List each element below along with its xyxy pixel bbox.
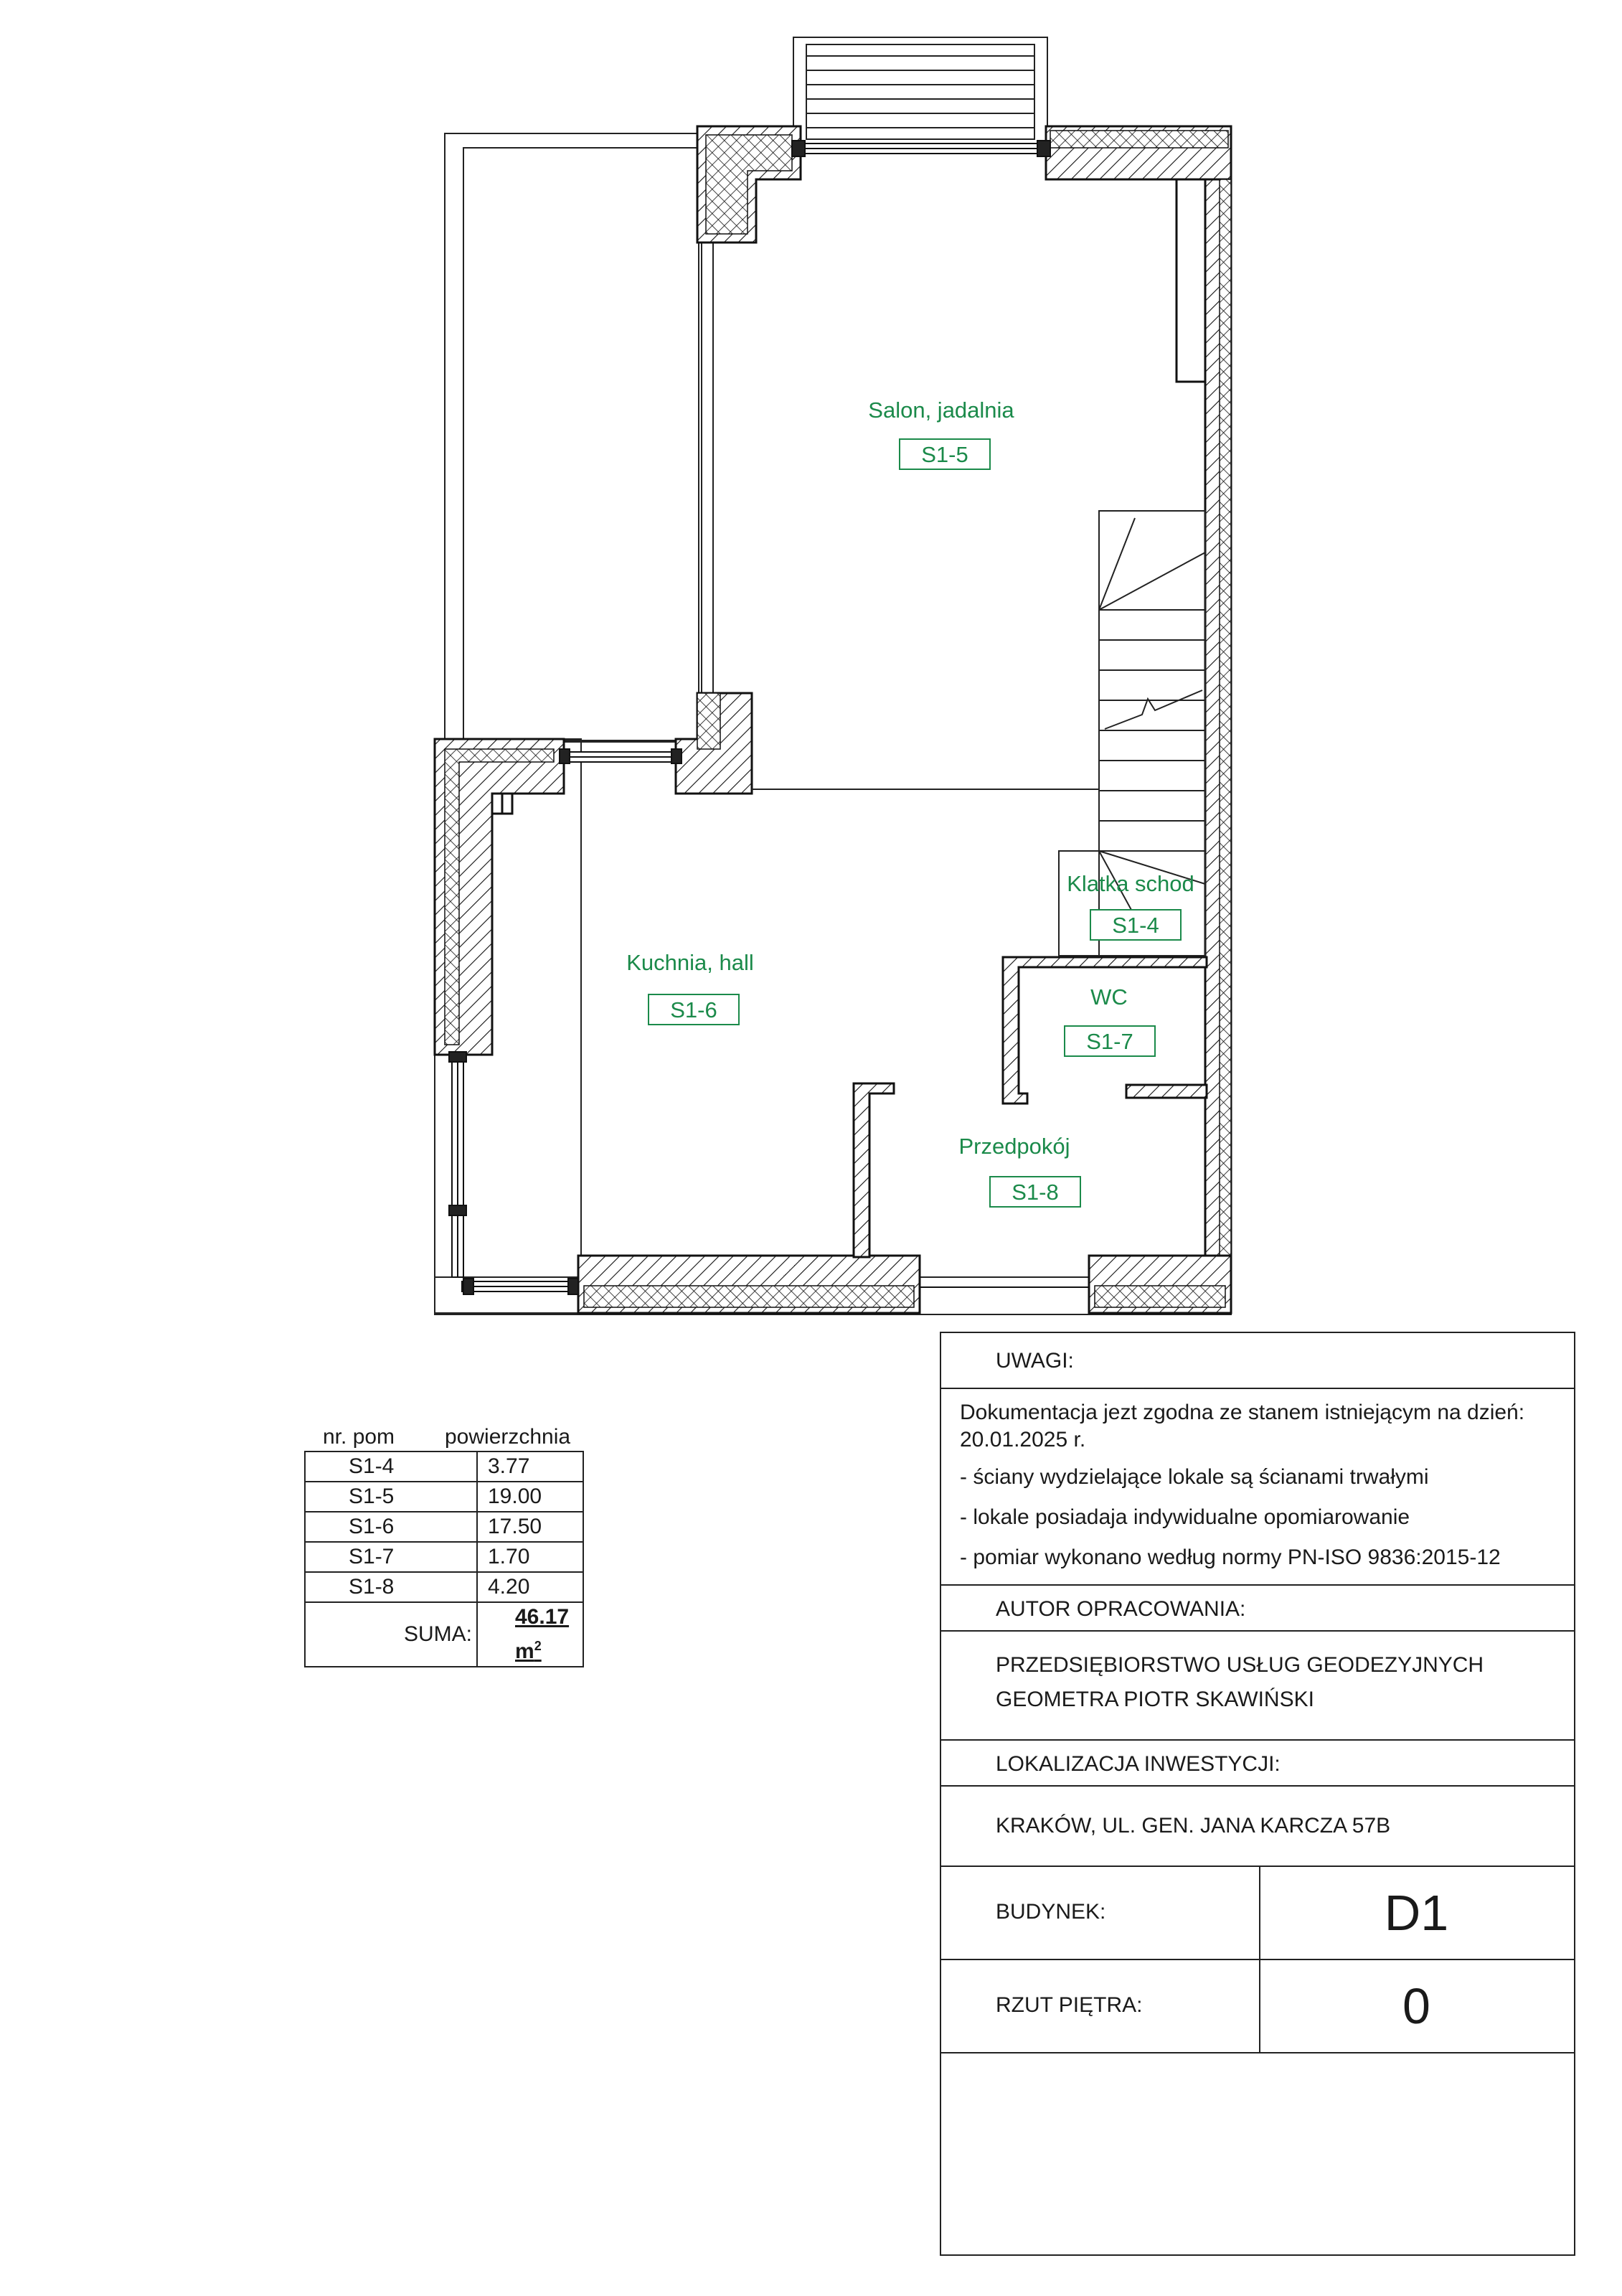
room-name: Przedpokój (958, 1134, 1070, 1159)
sum-value-cell (477, 1602, 583, 1667)
room-salon (868, 397, 1014, 469)
table-row (305, 1482, 583, 1512)
notes-header-row (941, 1333, 1574, 1389)
room-kuchnia (626, 950, 754, 1025)
sum-unit-sup: 2 (534, 1639, 542, 1653)
building-row (941, 1867, 1574, 1960)
area-table (304, 1422, 584, 1667)
author-header-row (941, 1586, 1574, 1632)
author-line: PRZEDSIĘBIORSTWO USŁUG GEODEZYJNYCH (996, 1653, 1484, 1677)
notes-bullet: - lokale posiadaja indywidualne opomiarowanie (960, 1505, 1410, 1529)
notes-body (941, 1389, 1574, 1586)
location-body (941, 1787, 1574, 1867)
author-body (941, 1632, 1574, 1741)
room-cell: S1-7 (305, 1542, 477, 1572)
floor-label: RZUT PIĘTRA: (996, 1993, 1143, 2017)
area-table-header-room: nr. pom (323, 1425, 395, 1449)
room-przedpokoj (958, 1134, 1080, 1207)
room-code: S1-6 (670, 997, 717, 1022)
room-code: S1-4 (1112, 913, 1159, 938)
area-cell: 4.20 (477, 1572, 583, 1602)
table-row (305, 1512, 583, 1542)
notes-bullet: - pomiar wykonano według normy PN-ISO 9836:2015-12 (960, 1545, 1501, 1569)
building-label: BUDYNEK: (996, 1900, 1106, 1924)
building-value: D1 (1384, 1885, 1449, 1941)
table-row (305, 1572, 583, 1602)
notes-bullet: - ściany wydzielające lokale są ścianami trwałymi (960, 1465, 1429, 1489)
room-name: Klatka schod (1067, 871, 1194, 896)
floor-row (941, 1960, 1574, 2053)
notes-header: UWAGI: (996, 1349, 1074, 1373)
floor-value: 0 (1402, 1978, 1430, 2034)
room-name: Kuchnia, hall (626, 950, 754, 975)
area-cell: 17.50 (477, 1512, 583, 1542)
room-cell: S1-8 (305, 1572, 477, 1602)
room-wc (1065, 984, 1155, 1056)
location-header: LOKALIZACJA INWESTYCJI: (996, 1752, 1281, 1776)
room-code: S1-5 (921, 442, 968, 467)
table-row (305, 1452, 583, 1482)
sum-row (305, 1602, 583, 1667)
room-klatka (1067, 871, 1194, 940)
author-header: AUTOR OPRACOWANIA: (996, 1597, 1246, 1621)
sum-value: 46.17 m (515, 1605, 570, 1663)
room-code: S1-7 (1086, 1029, 1133, 1054)
author-line: GEOMETRA PIOTR SKAWIŃSKI (996, 1688, 1314, 1711)
room-code: S1-8 (1012, 1180, 1059, 1205)
terrace-outline (435, 133, 1231, 1314)
title-block (940, 1332, 1575, 2256)
balcony-railing (793, 37, 1047, 144)
area-table-header-area: powierzchnia (445, 1425, 571, 1449)
walls (435, 126, 1231, 1313)
area-cell: 19.00 (477, 1482, 583, 1512)
sum-label: SUMA: (305, 1602, 477, 1667)
room-cell: S1-5 (305, 1482, 477, 1512)
table-row (305, 1542, 583, 1572)
area-cell: 3.77 (477, 1452, 583, 1482)
area-cell: 1.70 (477, 1542, 583, 1572)
location-header-row (941, 1741, 1574, 1787)
windows (449, 141, 1089, 1294)
room-name: Salon, jadalnia (868, 397, 1014, 423)
room-cell: S1-4 (305, 1452, 477, 1482)
room-cell: S1-6 (305, 1512, 477, 1542)
location-value: KRAKÓW, UL. GEN. JANA KARCZA 57B (996, 1814, 1391, 1838)
notes-line: 20.01.2025 r. (960, 1428, 1086, 1452)
notes-line: Dokumentacja jezt zgodna ze stanem istniejącym na dzień: (960, 1401, 1525, 1424)
room-name: WC (1090, 984, 1128, 1010)
